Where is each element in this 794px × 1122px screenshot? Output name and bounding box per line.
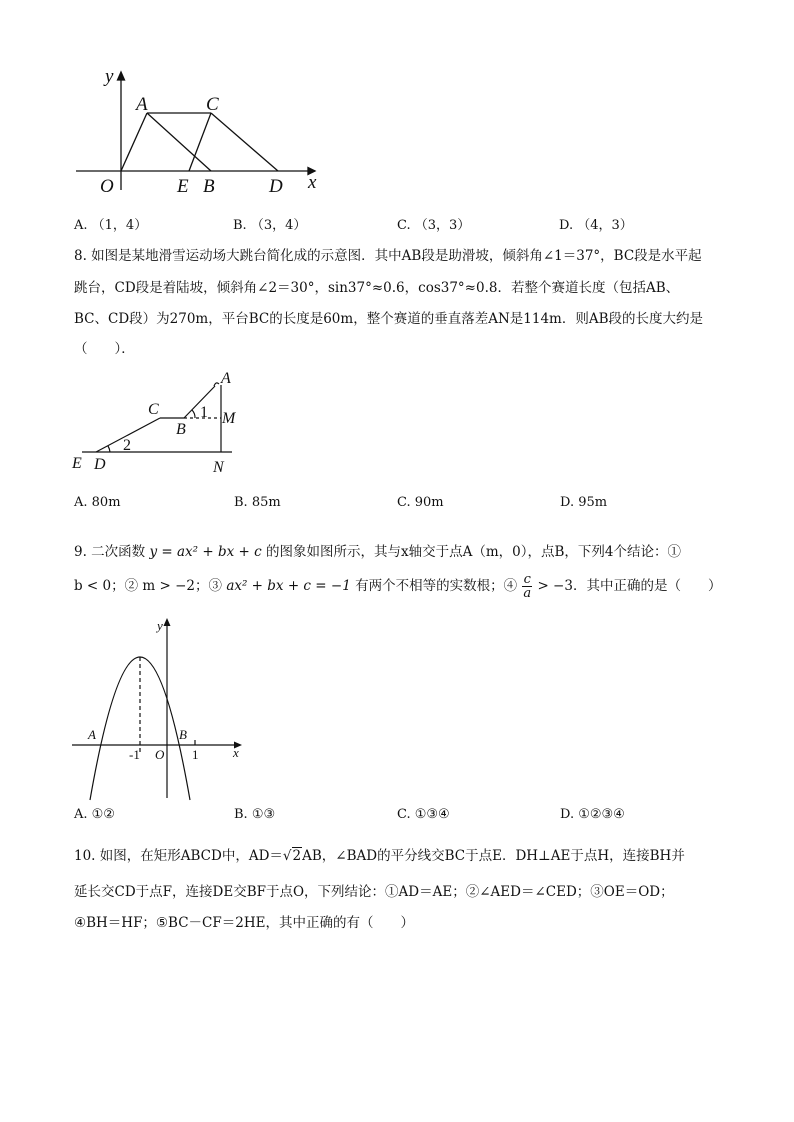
label-B: B [176, 421, 186, 438]
q9-equation-2: ax² + bx + c = −1 [226, 578, 351, 594]
label-B: B [203, 176, 215, 197]
angle-1-arc [192, 410, 195, 418]
q9-intro: 9. 二次函数 [74, 544, 146, 560]
q8-option-a: A. 80m [74, 495, 121, 510]
figure-q7 [70, 60, 340, 200]
label-angle-2: 2 [123, 437, 131, 454]
label-C: C [148, 401, 159, 418]
label-E: E [177, 176, 189, 197]
q10-line-3: ④BH＝HF；⑤BC－CF＝2HE，其中正确的有（ ） [74, 915, 414, 931]
label-N: N [213, 459, 224, 476]
q9-statement: 的图象如图所示，其与x轴交于点A（m，0），点B，下列4个结论：① [265, 544, 681, 560]
label-O: O [100, 176, 114, 197]
q8-option-b: B. 85m [234, 495, 281, 510]
label-A: A [136, 94, 148, 115]
sqrt-radicand: 2 [292, 848, 302, 864]
q9-option-b: B. ①③ [234, 807, 276, 822]
segment-CE [189, 113, 211, 171]
q8-line-3: BC、CD段）为270m，平台BC的长度是60m，整个赛道的垂直落差AN是114m．则AB段的长度大约是 [74, 311, 704, 327]
label-angle-1: 1 [200, 404, 208, 421]
label-A: A [88, 727, 96, 742]
q10-statement: AB，∠BAD的平分线交BC于点E．DH⊥AE于点H，连接BH并 [302, 848, 685, 864]
q8-line-1: 8. 如图是某地滑雪运动场大跳台简化成的示意图．其中AB段是助滑坡，倾斜角∠1＝37°，BC段是水平起 [74, 248, 702, 264]
segment-CD [211, 113, 278, 171]
label-D: D [269, 176, 283, 197]
q8-option-c: C. 90m [397, 495, 444, 510]
q10-intro: 10. 如图，在矩形ABCD中，AD＝ [74, 848, 283, 864]
q10-line-2: 延长交CD于点F，连接DE交BF于点O，下列结论：①AD＝AE；②∠AED＝∠CED；③OE＝OD； [74, 884, 674, 900]
q10-line-1 [74, 844, 685, 864]
q9-fraction-numerator: c [523, 572, 531, 587]
q8-line-4: （ ）． [74, 341, 135, 357]
q9-line-1 [74, 540, 681, 560]
label-E: E [72, 455, 82, 472]
q7-option-b: B. （3，4） [233, 218, 307, 233]
q9-option-a: A. ①② [74, 807, 115, 822]
figure-q8 [66, 368, 256, 478]
label-C: C [206, 94, 219, 115]
skier-mark [214, 383, 219, 386]
q9-equation: y = ax² + bx + c [149, 544, 262, 560]
q7-option-c: C. （3，3） [397, 218, 471, 233]
angle-2-arc [108, 446, 110, 452]
label-y: y [105, 66, 114, 87]
q8-option-d: D. 95m [560, 495, 608, 510]
y-axis-arrow [118, 72, 125, 80]
label-A: A [221, 370, 231, 387]
q9-fraction [522, 573, 532, 600]
q9-conclusion-4: > −3．其中正确的是（ ） [537, 578, 722, 594]
label-O: O [155, 747, 165, 762]
segment-OA [121, 113, 147, 171]
q9-fraction-denominator: a [523, 586, 532, 601]
label-neg1: -1 [129, 747, 140, 762]
label-D: D [94, 456, 106, 473]
label-M: M [222, 410, 236, 427]
q9-conclusion-3: 有两个不相等的实数根；④ [355, 578, 518, 594]
q9-option-c: C. ①③④ [397, 807, 450, 822]
label-x: x [308, 172, 317, 193]
sqrt-sign: √ [282, 848, 292, 864]
q9-option-d: D. ①②③④ [560, 807, 625, 822]
segment-AB [147, 113, 211, 171]
label-B: B [179, 727, 187, 742]
label-x: x [233, 745, 239, 760]
q8-line-2: 跳台，CD段是着陆坡，倾斜角∠2＝30°，sin37°≈0.6，cos37°≈0.8．若整个赛道长度（包括AB、 [74, 280, 680, 296]
label-y: y [157, 618, 163, 633]
q7-option-d: D. （4，3） [559, 218, 633, 233]
figure-q9 [70, 612, 250, 802]
q9-conclusions-12: b < 0；② m > −2；③ [74, 578, 223, 594]
q7-option-a: A. （1，4） [74, 218, 148, 233]
q9-line-2 [74, 573, 721, 600]
y-axis-arrow [164, 618, 171, 626]
label-1: 1 [192, 747, 199, 762]
